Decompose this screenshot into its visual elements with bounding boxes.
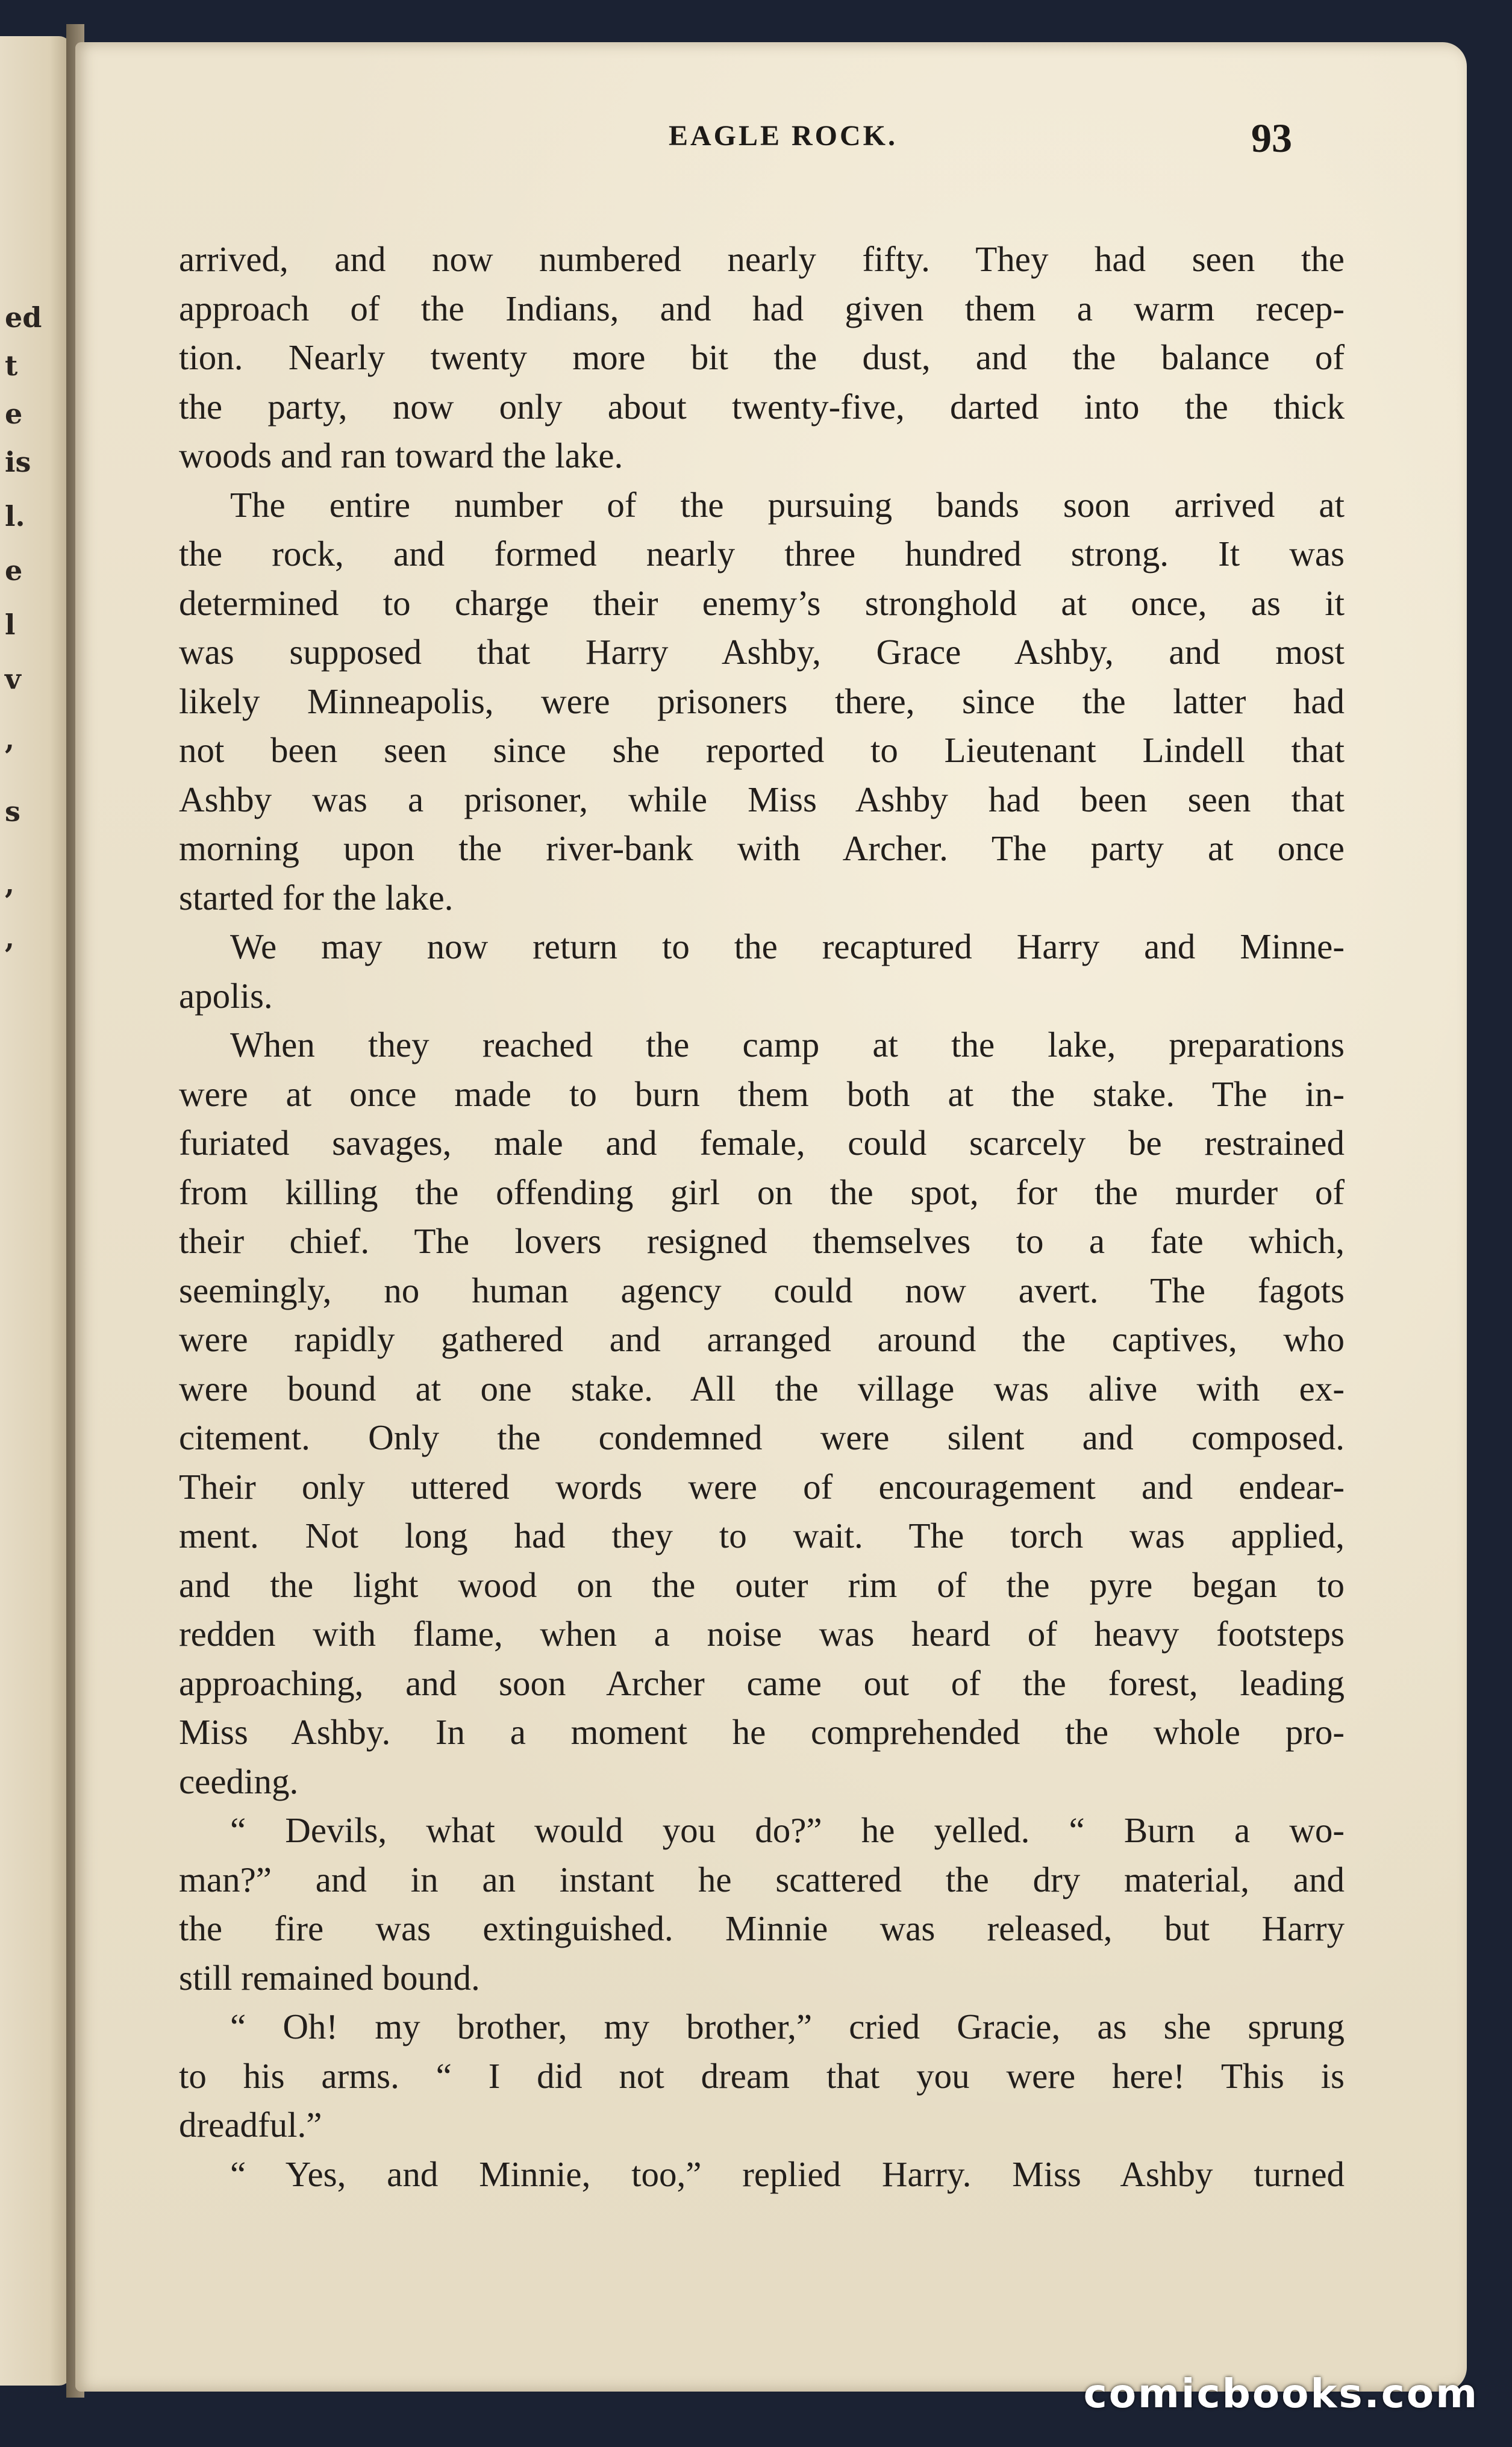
left-page-fragment: e bbox=[5, 398, 23, 430]
text-line: woods and ran toward the lake. bbox=[179, 436, 623, 475]
text-line: the party, now only about twenty-five, darted into the thick bbox=[179, 386, 1345, 427]
text-line: and the light wood on the outer rim of the pyre began to bbox=[179, 1564, 1345, 1605]
text-line: morning upon the river-bank with Archer. The party at once bbox=[179, 828, 1345, 868]
left-page-fragment: l. bbox=[5, 500, 25, 533]
text-line: from killing the offending girl on the spot, for the murder of bbox=[179, 1172, 1345, 1212]
text-line: The entire number of the pursuing bands soon arrived at bbox=[230, 484, 1345, 525]
text-line: were bound at one stake. All the village was alive with ex- bbox=[179, 1368, 1345, 1408]
left-page-fragment: l bbox=[5, 608, 16, 641]
text-line: arrived, and now numbered nearly fifty. They had seen the bbox=[179, 239, 1345, 279]
book-page bbox=[75, 42, 1467, 2392]
text-line: the fire was extinguished. Minnie was released, but Harry bbox=[179, 1908, 1345, 1948]
text-line: approaching, and soon Archer came out of the forest, leading bbox=[179, 1663, 1345, 1703]
site-watermark: comicbooks.com bbox=[1083, 2370, 1479, 2417]
text-line: still remained bound. bbox=[179, 1957, 480, 1998]
text-line: not been seen since she reported to Lieutenant Lindell that bbox=[179, 730, 1345, 770]
left-page-fragment: t bbox=[5, 349, 18, 382]
text-line: “ Devils, what would you do?” he yelled. “ Burn a wo- bbox=[230, 1810, 1345, 1850]
text-line: determined to charge their enemy’s stronghold at once, as it bbox=[179, 583, 1345, 623]
text-line: redden with flame, when a noise was heard of heavy footsteps bbox=[179, 1614, 1345, 1654]
text-line: approach of the Indians, and had given them a warm recep- bbox=[179, 288, 1345, 328]
text-line: Miss Ashby. In a moment he comprehended the whole pro- bbox=[179, 1712, 1345, 1752]
left-page-fragment: e bbox=[5, 554, 23, 587]
left-page-fragment: , bbox=[5, 922, 15, 954]
text-line: Their only uttered words were of encouragement and endear- bbox=[179, 1466, 1345, 1507]
text-line: to his arms. “ I did not dream that you were here! This is bbox=[179, 2055, 1345, 2096]
text-line: tion. Nearly twenty more bit the dust, and the balance of bbox=[179, 337, 1345, 377]
text-line: citement. Only the condemned were silent and composed. bbox=[179, 1417, 1345, 1457]
page-number: 93 bbox=[1251, 115, 1292, 161]
text-line: When they reached the camp at the lake, preparations bbox=[230, 1025, 1345, 1064]
left-page-fragment: s bbox=[5, 795, 20, 828]
text-line: “ Oh! my brother, my brother,” cried Gracie, as she sprung bbox=[230, 2007, 1345, 2046]
text-line: seemingly, no human agency could now avert. The fagots bbox=[179, 1270, 1345, 1310]
previous-page-edge bbox=[0, 36, 71, 2386]
text-line: was supposed that Harry Ashby, Grace Ashby, and most bbox=[179, 632, 1345, 672]
body-text bbox=[179, 235, 1345, 2199]
text-line: Ashby was a prisoner, while Miss Ashby had been seen that bbox=[179, 779, 1345, 819]
text-line: the rock, and formed nearly three hundred strong. It was bbox=[179, 534, 1345, 573]
text-line: “ Yes, and Minnie, too,” replied Harry. Miss Ashby turned bbox=[230, 2154, 1345, 2194]
left-page-fragment: ed bbox=[5, 301, 42, 334]
text-line: were at once made to burn them both at the stake. The in- bbox=[179, 1073, 1345, 1114]
text-line: ment. Not long had they to wait. The torch was applied, bbox=[179, 1516, 1345, 1555]
text-line: apolis. bbox=[179, 975, 273, 1016]
text-line: man?” and in an instant he scattered the dry material, and bbox=[179, 1859, 1345, 1899]
text-line: dreadful.” bbox=[179, 2105, 322, 2145]
text-line: their chief. The lovers resigned themselves to a fate which, bbox=[179, 1221, 1345, 1261]
left-page-fragment: is bbox=[5, 446, 31, 478]
text-line: started for the lake. bbox=[179, 877, 454, 917]
text-line: ceeding. bbox=[179, 1761, 299, 1801]
text-line: likely Minneapolis, were prisoners there, since the latter had bbox=[179, 681, 1345, 721]
text-line: We may now return to the recaptured Harry and Minne- bbox=[230, 927, 1345, 966]
running-head: EAGLE ROCK. bbox=[668, 120, 898, 152]
left-page-fragment: v bbox=[5, 663, 21, 695]
text-line: were rapidly gathered and arranged around the captives, who bbox=[179, 1319, 1345, 1359]
left-page-fragment: , bbox=[5, 867, 15, 900]
left-page-fragment: , bbox=[5, 723, 15, 755]
text-line: furiated savages, male and female, could scarcely be restrained bbox=[179, 1123, 1345, 1163]
